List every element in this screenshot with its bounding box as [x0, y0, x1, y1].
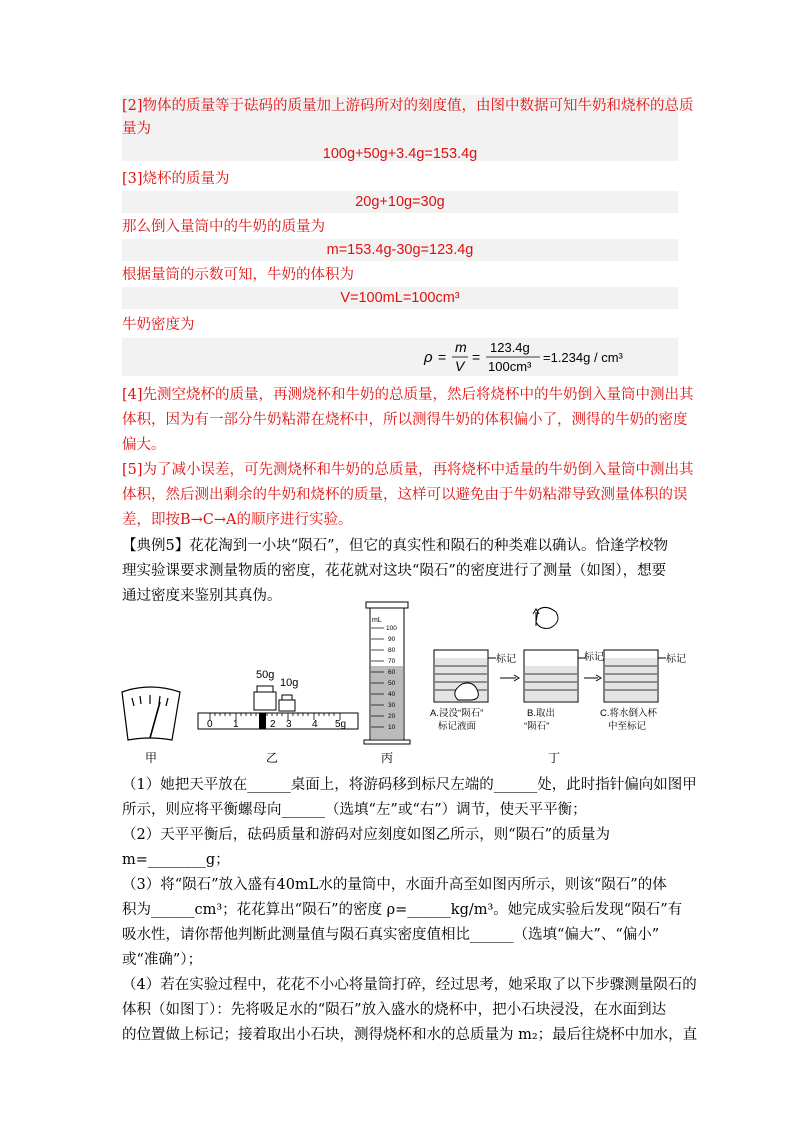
solution-step-2-line2: 量为	[122, 121, 151, 137]
mark-label-b: 标记	[584, 652, 604, 663]
formula-den: 100cm³	[488, 359, 532, 374]
scale-2: 2	[270, 719, 276, 730]
svg-text:50: 50	[388, 680, 396, 687]
step-c-line1: C.将水倒入杯	[600, 708, 658, 719]
solution-volume-label: 根据量筒的示数可知，牛奶的体积为	[122, 267, 354, 283]
svg-text:30: 30	[388, 702, 396, 709]
scale-0: 0	[207, 719, 213, 730]
question-3-line4: 或“准确”）；	[122, 952, 203, 968]
weight-50g-label: 50g	[256, 669, 275, 681]
equation-volume: V=100mL=100cm³	[340, 290, 460, 306]
question-4-line2: 体积（如图丁）：先将吸足水的“陨石”放入盛水的烧杯中，把小石块浸没，在水面到达	[122, 1002, 667, 1018]
rider	[259, 713, 266, 729]
formula-m: m	[455, 339, 467, 355]
question-4-line3: 的位置做上标记；接着取出小石块，测得烧杯和水的总质量为 m₂；最后往烧杯中加水，直	[122, 1027, 698, 1043]
scale-1: 1	[233, 719, 239, 730]
solution-step-4-line1: [4]先测空烧杯的质量，再测烧杯和牛奶的总质量，然后将烧杯中的牛奶倒入量筒中测出其	[122, 387, 694, 403]
caption-jia: 甲	[145, 751, 158, 765]
question-4-line1: （4）若在实验过程中，花花不小心将量筒打碎，经过思考，她采取了以下步骤测量陨石的	[122, 977, 697, 993]
measuring-cylinder	[364, 602, 410, 744]
example-line3: 通过密度来鉴别其真伪。	[122, 588, 282, 604]
solution-step-5-line3: 差，即按B→C→A的顺序进行实验。	[122, 512, 353, 528]
svg-text:100: 100	[386, 625, 397, 632]
question-3-line1: （3）将“陨石”放入盛有40mL水的量筒中，水面升高至如图丙所示，则该“陨石”的体	[122, 877, 667, 893]
solution-step-3: [3]烧杯的质量为	[122, 171, 230, 187]
example-title-line1: 【典例5】花花淘到一小块“陨石”，但它的真实性和陨石的种类难以确认。恰逢学校物	[122, 538, 669, 554]
solution-milk-mass-label: 那么倒入量筒中的牛奶的质量为	[122, 219, 325, 235]
solution-step-4-line2: 体积，因为有一部分牛奶粘滞在烧杯中，所以测得牛奶的体积偏小了，测得的牛奶的密度	[122, 412, 688, 428]
question-3-line2: 积为______cm³；花花算出“陨石”的密度 ρ=______kg/m³。她完成实验后发现“陨石”有	[122, 902, 683, 918]
svg-text:60: 60	[388, 669, 396, 676]
beaker-steps	[434, 607, 666, 702]
step-c-line2: 中至标记	[608, 721, 647, 732]
question-3-line3: 吸水性，请你帮他判断此测量值与陨石真实密度值相比______（选填“偏大”、“偏小”	[122, 927, 660, 943]
scale-3: 3	[286, 719, 292, 730]
weight-10g-label: 10g	[280, 677, 299, 689]
svg-text:40: 40	[388, 691, 396, 698]
solution-density-label: 牛奶密度为	[122, 317, 195, 333]
question-2-line2: m=________g；	[122, 852, 230, 868]
svg-text:80: 80	[388, 647, 396, 654]
question-2-line1: （2）天平平衡后，砝码质量和游码对应刻度如图乙所示，则“陨石”的质量为	[122, 827, 611, 843]
solution-step-5-line2: 体积，然后测出剩余的牛奶和烧杯的质量，这样可以避免由于牛奶粘滞导致测量体积的误	[122, 487, 688, 503]
caption-ding: 丁	[548, 751, 561, 765]
example-line2: 理实验课要求测量物质的密度，花花就对这块“陨石”的密度进行了测量（如图），想要	[122, 563, 667, 579]
equation-milk-mass: m=153.4g-30g=123.4g	[326, 242, 474, 258]
formula-rho: ρ	[424, 349, 433, 366]
solution-step-5-line1: [5]为了减小误差，可先测烧杯和牛奶的总质量，再将烧杯中适量的牛奶倒入量筒中测出其	[122, 462, 694, 478]
step-a-line2: 标记液面	[438, 721, 477, 732]
formula-eq: =	[438, 349, 447, 365]
solution-step-2-line1: [2]物体的质量等于砝码的质量加上游码所对的刻度值，由图中数据可知牛奶和烧杯的总质	[122, 98, 694, 114]
equation-total-mass: 100g+50g+3.4g=153.4g	[322, 146, 478, 162]
mark-label-a: 标记	[496, 654, 516, 665]
question-1-line2: 所示，则应将平衡螺母向______（选填“左”或“右”）调节，使天平平衡；	[122, 802, 587, 818]
step-b-line1: B.取出	[527, 708, 555, 719]
cylinder-unit: mL	[372, 617, 382, 624]
experiment-figure	[110, 600, 690, 770]
scale-4: 4	[312, 719, 318, 730]
caption-bing: 丙	[381, 751, 394, 765]
density-formula	[122, 338, 678, 376]
svg-text:20: 20	[388, 713, 396, 720]
weights-and-scale	[198, 669, 358, 730]
svg-text:10: 10	[388, 724, 396, 731]
caption-yi: 乙	[266, 751, 279, 765]
mark-label-c: 标记	[666, 654, 686, 665]
equation-beaker-mass: 20g+10g=30g	[355, 194, 445, 210]
formula-eq2: =	[472, 349, 481, 365]
formula-num: 123.4g	[490, 340, 530, 355]
svg-text:90: 90	[388, 636, 396, 643]
formula-v: V	[455, 358, 465, 374]
scale-5: 5g	[335, 719, 347, 730]
svg-text:70: 70	[388, 658, 396, 665]
formula-result: =1.234g / cm³	[543, 350, 623, 365]
solution-step-4-line3: 偏大。	[122, 437, 166, 453]
step-b-line2: “陨石”	[524, 721, 550, 732]
step-a-line1: A.浸没“陨石”	[430, 708, 484, 719]
question-1-line1: （1）她把天平放在______桌面上，将游码移到标尺左端的______处，此时指针偏向如图甲	[122, 777, 697, 793]
balance-dial	[122, 687, 180, 740]
